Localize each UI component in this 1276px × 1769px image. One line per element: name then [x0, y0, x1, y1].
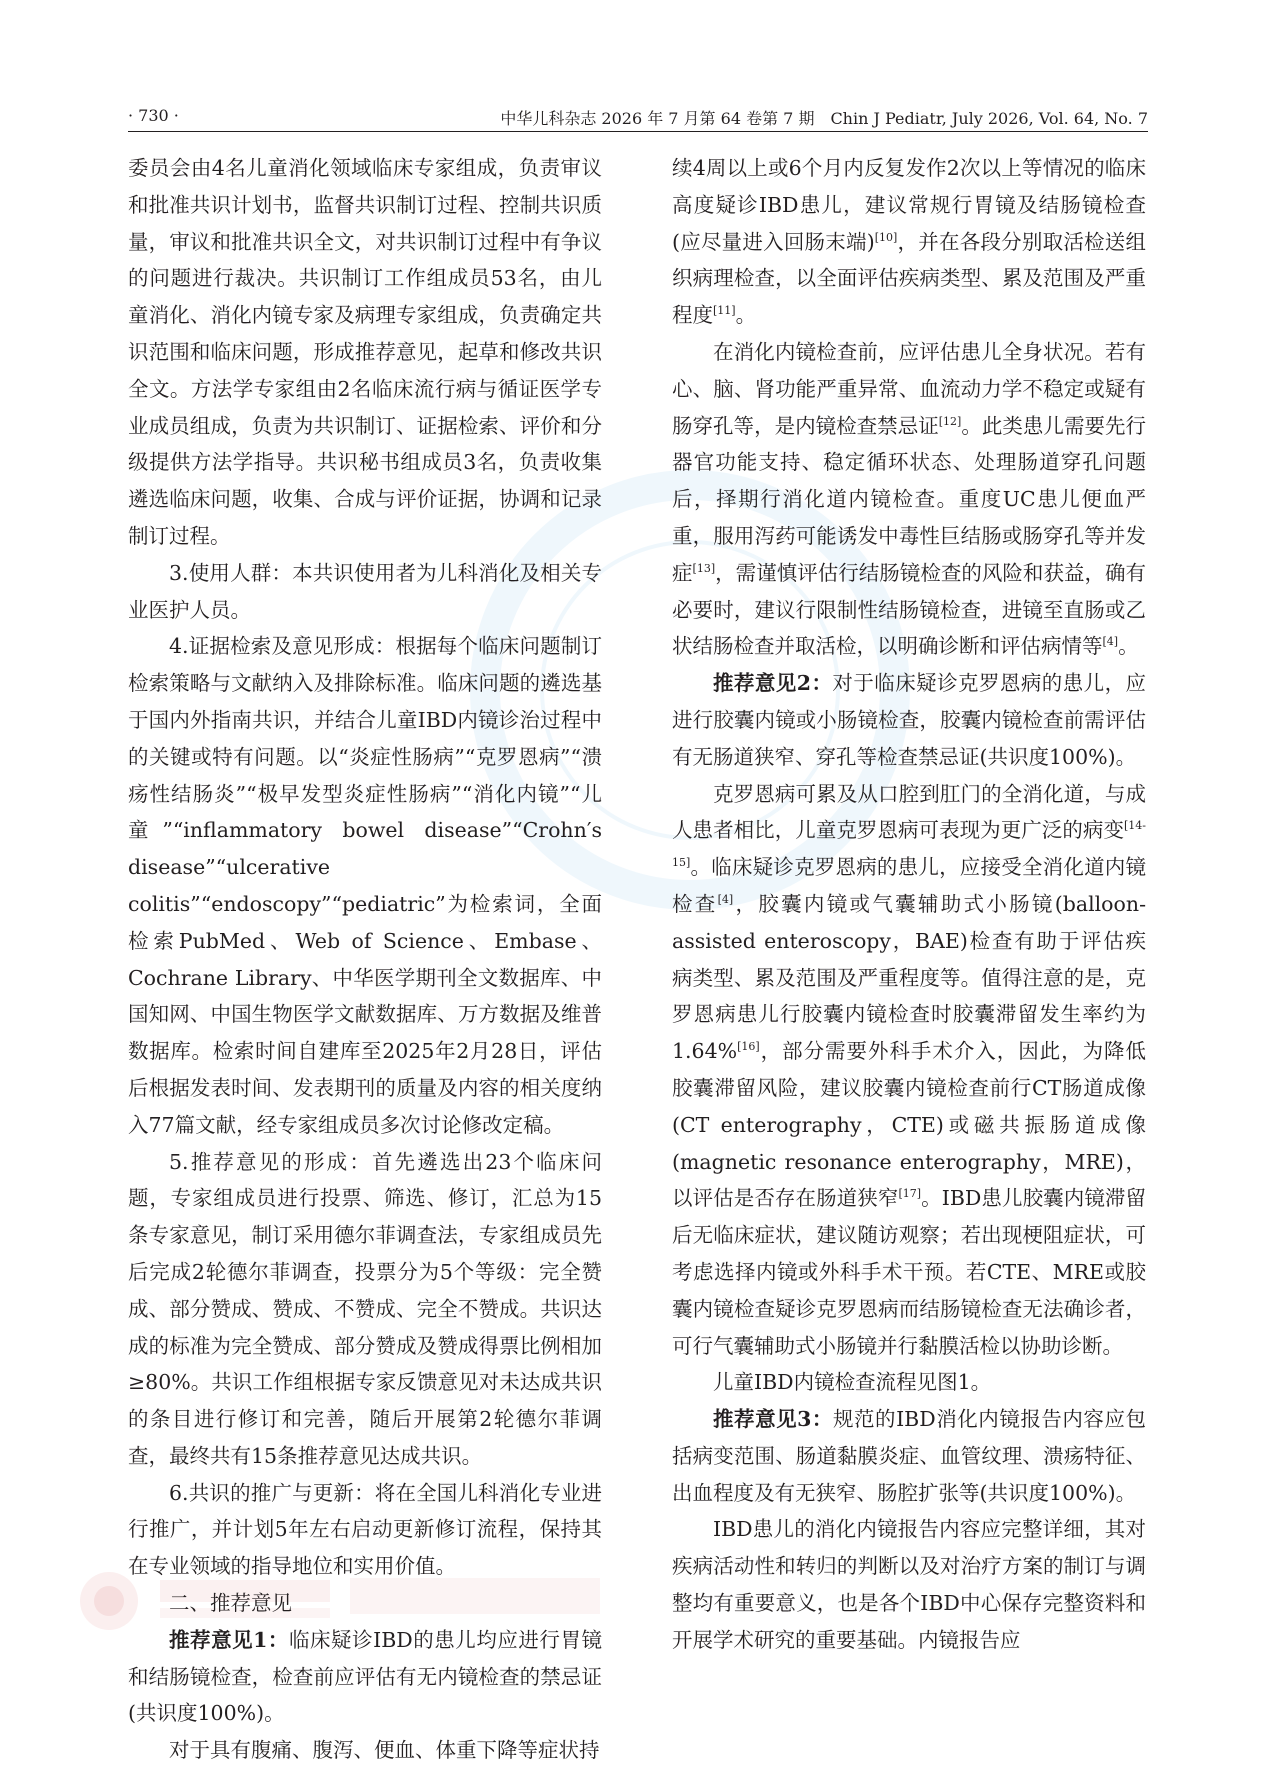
paragraph: [672, 776, 1146, 1365]
recommendation-label: 推荐意见3：: [713, 1407, 833, 1432]
paragraph: 4.证据检索及意见形成：根据每个临床问题制订检索策略与文献纳入及排除标准。临床问题的遴选基于国内外指南共识，并结合儿童IBD内镜诊治过程中的关键或特有问题。以“炎症性肠病”“克罗恩病”“溃疡性结肠炎”“极早发型炎症性肠病”“消化内镜”“儿童”“inflammatory bowel disease”“Crohn′s disease”“ulcerative colitis”“endoscopy”“pediatric”为检索词，全面检索PubMed、Web of Science、Embase、Cochrane Library、中华医学期刊全文数据库、中国知网、中国生物医学文献数据库、万方数据及维普数据库。检索时间自建库至2025年2月28日，评估后根据发表时间、发表期刊的质量及内容的相关度纳入77篇文献，经专家组成员多次讨论修改定稿。: [128, 634, 602, 1137]
text-run: 克罗恩病可累及从口腔到肛门的全消化道，与成人患者相比，儿童克罗恩病可表现为更广泛的病变: [672, 781, 1146, 843]
text-run: 。: [1118, 634, 1139, 659]
text-run: ，需谨慎评估行结肠镜检查的风险和获益，确有必要时，建议行限制性结肠镜检查，进镜至直肠或乙状结肠检查并取活检，以明确诊断和评估病情等: [672, 560, 1147, 659]
recommendation-paragraph: [672, 1401, 1146, 1511]
paragraph: 委员会由4名儿童消化领域临床专家组成，负责审议和批准共识计划书，监督共识制订过程、控制共识质量，审议和批准共识全文，对共识制订过程中有争议的问题进行裁决。共识制订工作组成员53名，由儿童消化、消化内镜专家及病理专家组成，负责确定共识范围和临床问题，形成推荐意见，起草和修改共识全文。方法学专家组由2名临床流行病与循证医学专业成员组成，负责为共识制订、证据检索、评价和分级提供方法学指导。共识秘书组成员3名，负责收集遴选临床问题，收集、合成与评价证据，协调和记录制订过程。: [128, 156, 602, 548]
citation-ref: [13]: [692, 561, 716, 575]
text-run: 。: [735, 303, 757, 328]
paragraph: IBD患儿的消化内镜报告内容应完整详细，其对疾病活动性和转归的判断以及对治疗方案的制订与调整均有重要意义，也是各个IBD中心保存完整资料和开展学术研究的重要基础。内镜报告应: [672, 1517, 1146, 1652]
citation-ref: [14-15]: [672, 819, 1146, 870]
header-rule: [128, 131, 1148, 132]
text-run: ，部分需要外科手术介入，因此，为降低胶囊滞留风险，建议胶囊内镜检查前行CT肠道成像(CT enterography，CTE)或磁共振肠道成像(magnetic resonance enterography，MRE)，以评估是否存在肠道狭窄: [672, 1039, 1146, 1211]
text-run: ，胶囊内镜或气囊辅助式小肠镜(balloon-assisted enteroscopy，BAE)检查有助于评估疾病类型、累及范围及严重程度等。值得注意的是，克罗恩病患儿行胶囊内镜检查时胶囊滞留发生率约为1.64%: [672, 891, 1146, 1064]
section-heading: 二、推荐意见: [169, 1591, 292, 1616]
text-run: 。临床疑诊克罗恩病的患儿，应接受全消化道内镜检查: [672, 855, 1146, 916]
recommendation-paragraph: [672, 665, 1146, 775]
paragraph: 对于具有腹痛、腹泻、便血、体重下降等症状持: [169, 1738, 600, 1763]
paragraph: 儿童IBD内镜检查流程见图1。: [713, 1370, 992, 1395]
paragraph: 6.共识的推广与更新：将在全国儿科消化专业进行推广，并计划5年左右启动更新修订流程，保持其在专业领域的指导地位和实用价值。: [128, 1480, 602, 1579]
journal-citation: 中华儿科杂志 2026 年 7 月第 64 卷第 7 期 Chin J Pediatr, July 2026, Vol. 64, No. 7: [500, 109, 1148, 128]
right-column: [672, 150, 1146, 1659]
paragraph: [672, 334, 1146, 665]
recommendation-label: 推荐意见2：: [713, 671, 833, 696]
recommendation-text: 临床疑诊IBD的患儿均应进行胃镜和结肠镜检查，检查前应评估有无内镜检查的禁忌证(共识度100%)。: [128, 1627, 602, 1726]
recommendation-paragraph: [128, 1622, 602, 1732]
text-run: 续4周以上或6个月内反复发作2次以上等情况的临床高度疑诊IBD患儿，建议常规行胃镜及结肠镜检查(应尽量进入回肠末端): [672, 156, 1146, 254]
text-run: 。此类患儿需要先行器官功能支持、稳定循环状态、处理肠道穿孔问题后，择期行消化道内镜检查。重度UC患儿便血严重，服用泻药可能诱发中毒性巨结肠或肠穿孔等并发症: [672, 413, 1147, 585]
page-number: · 730 ·: [128, 106, 179, 125]
recommendation-label: 推荐意见1：: [169, 1627, 289, 1652]
text-run: 在消化内镜检查前，应评估患儿全身状况。若有心、脑、肾功能严重异常、血流动力学不稳定或疑有肠穿孔等，是内镜检查禁忌证: [672, 339, 1146, 438]
recommendation-text: 对于临床疑诊克罗恩病的患儿，应进行胶囊内镜或小肠镜检查，胶囊内镜检查前需评估有无肠道狭窄、穿孔等检查禁忌证(共识度100%)。: [672, 671, 1147, 769]
text-run: ，并在各段分别取活检送组织病理检查，以全面评估疾病类型、累及范围及严重程度: [672, 229, 1147, 328]
text-run: 。IBD患儿胶囊内镜滞留后无临床症状，建议随访观察；若出现梗阻症状，可考虑选择内镜或外科手术干预。若CTE、MRE或胶囊内镜检查疑诊克罗恩病而结肠镜检查无法确诊者，可行气囊辅助式小肠镜并行黏膜活检以协助诊断。: [672, 1186, 1147, 1358]
page-header: [128, 102, 1148, 132]
recommendation-text: 规范的IBD消化内镜报告内容应包括病变范围、肠道黏膜炎症、血管纹理、溃疡特征、出血程度及有无狭窄、肠腔扩张等(共识度100%)。: [672, 1407, 1146, 1505]
citation-ref: [4]: [1102, 635, 1119, 649]
paragraph: [672, 150, 1146, 334]
citation-ref: [11]: [713, 304, 736, 318]
citation-ref: [10]: [874, 230, 898, 244]
paragraph: 3.使用人群：本共识使用者为儿科消化及相关专业医护人员。: [128, 560, 602, 622]
paragraph: 5.推荐意见的形成：首先遴选出23个临床问题，专家组成员进行投票、筛选、修订，汇总为15条专家意见，制订采用德尔菲调查法，专家组成员先后完成2轮德尔菲调查，投票分为5个等级：完全赞成、部分赞成、赞成、不赞成、完全不赞成。共识达成的标准为完全赞成、部分赞成及赞成得票比例相加≥80%。共识工作组根据专家反馈意见对未达成共识的条目进行修订和完善，随后开展第2轮德尔菲调查，最终共有15条推荐意见达成共识。: [128, 1149, 602, 1468]
citation-ref: [17]: [898, 1187, 922, 1201]
citation-ref: [4]: [717, 893, 734, 907]
citation-ref: [12]: [938, 414, 962, 428]
citation-ref: [16]: [737, 1040, 760, 1054]
left-column: [128, 150, 602, 1769]
